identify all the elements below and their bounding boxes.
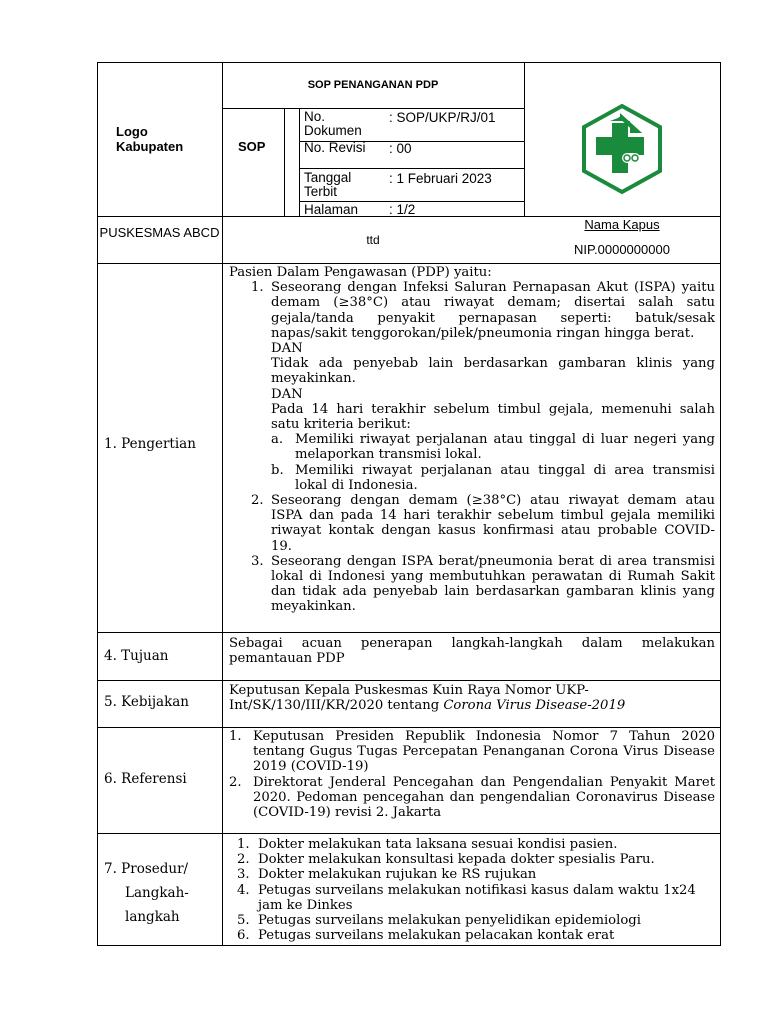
kebijakan-text-italic: Corona Virus Disease-2019 (443, 698, 626, 714)
referensi-item-2-text: Direktorat Jenderal Pencegahan dan Pengendalian Penyakit Maret 2020. Pedoman pencegahan dan pengendalian Coronavirus Disease (COVID-19) revisi 2. Jakarta (253, 774, 715, 821)
pengertian-sub-a-num: a. (271, 432, 284, 448)
prosedur-item-1 (229, 837, 715, 852)
prosedur-label-2: Langkah- (125, 885, 189, 901)
prosedur-item-2-num: 2. (237, 852, 250, 868)
prosedur-label-1: 7. Prosedur/ (104, 861, 189, 877)
pengertian-sub-a-text: Memiliki riwayat perjalanan atau tinggal di luar negeri yang melaporkan transmisi lokal. (295, 432, 715, 463)
pengertian-sub-b-num: b. (271, 462, 284, 478)
prosedur-item-5-text: Petugas surveilans melakukan penyelidikan epidemiologi (258, 913, 641, 929)
prosedur-item-1-num: 1. (237, 837, 250, 852)
logo-kabupaten-text: Logo Kabupaten (116, 124, 184, 154)
prosedur-list (229, 837, 715, 943)
section-label-tujuan: 4. Tujuan (104, 648, 169, 664)
pengertian-item-2-text: Seseorang dengan demam (≥38°C) atau riwayat demam atau ISPA dan pada 14 hari terakhir sebelum timbul gejala memiliki riwayat kontak dengan kasus konfirmasi atau probable COVID-19. (271, 493, 715, 554)
pengertian-sub-a (271, 432, 715, 462)
prosedur-item-6-text: Petugas surveilans melakukan pelacakan kontak erat (258, 928, 615, 944)
pengertian-para-2: Pada 14 hari terakhir sebelum timbul gejala, memenuhi salah satu kriteria berikut: (271, 401, 715, 433)
col-divider-logo (524, 62, 525, 216)
section-line-4 (97, 833, 721, 834)
prosedur-item-4 (229, 883, 715, 913)
meta-label-halaman: Halaman (304, 202, 359, 217)
prosedur-label-3: langkah (125, 909, 180, 925)
prosedur-item-5 (229, 913, 715, 928)
referensi-list (229, 729, 715, 820)
section-label-kebijakan: 5. Kebijakan (104, 694, 190, 710)
pengertian-sub-b (271, 463, 715, 493)
kapus-name: Nama Kapus (584, 217, 660, 232)
referensi-item-1 (229, 729, 715, 775)
meta-value-halaman: : 1/2 (389, 202, 416, 217)
col-divider-sop (284, 108, 285, 216)
sop-label: SOP (238, 139, 266, 154)
meta-label-no-dokumen: No. Dokumen (304, 109, 362, 138)
prosedur-item-5-num: 5. (237, 913, 250, 929)
pengertian-item-2-num: 2. (251, 493, 264, 509)
referensi-item-1-text: Keputusan Presiden Republik Indonesia Nomor 7 Tahun 2020 tentang Gugus Tugas Percepatan Penanganan Corona Virus Disease 2019 (COVID-19) (253, 729, 715, 775)
pengertian-item-1 (229, 280, 715, 493)
tujuan-text: Sebagai acuan penerapan langkah-langkah dalam melakukan pemantauan PDP (229, 636, 715, 667)
section-line-1 (97, 632, 721, 633)
section-label-prosedur (104, 857, 189, 929)
prosedur-item-4-num: 4. (237, 882, 250, 898)
border-top (97, 62, 721, 63)
pengertian-item-1-text: Seseorang dengan Infeksi Saluran Pernapasan Akut (ISPA) yaitu demam (≥38°C) atau riwayat demam; disertai salah satu gejala/tanda penyakit pernapasan seperti: batuk/sesak napas/sakit tenggorokan/pilek/pneumonia ringan hingga berat. (271, 280, 715, 341)
title-bottom-line (222, 108, 524, 109)
col-divider-label (222, 62, 223, 946)
referensi-item-2-num: 2. (229, 774, 242, 790)
meta-label-no-revisi: No. Revisi (304, 140, 366, 155)
kebijakan-text (229, 683, 715, 713)
pengertian-dan-1: DAN (271, 341, 303, 357)
prosedur-item-3-num: 3. (237, 867, 250, 883)
meta-left-line (299, 108, 300, 216)
prosedur-item-6-num: 6. (237, 928, 250, 944)
border-right (720, 62, 721, 946)
prosedur-item-1-text: Dokter melakukan tata laksana sesuai kondisi pasien. (258, 837, 618, 852)
referensi-item-1-num: 1. (229, 729, 242, 744)
border-bottom (97, 945, 721, 946)
puskesmas-logo-icon (580, 103, 664, 195)
meta-value-tanggal-terbit: : 1 Februari 2023 (389, 171, 492, 186)
prosedur-item-3-text: Dokter melakukan rujukan ke RS rujukan (258, 867, 537, 883)
section-label-pengertian: 1. Pengertian (104, 436, 196, 452)
pengertian-content (229, 265, 715, 615)
pengertian-item-3 (229, 554, 715, 615)
meta-value-no-dokumen: : SOP/UKP/RJ/01 (389, 110, 496, 125)
pengertian-item-3-num: 3. (251, 553, 264, 569)
section-line-3 (97, 727, 721, 728)
kapus-nip: NIP.0000000000 (574, 242, 670, 257)
pengertian-intro: Pasien Dalam Pengawasan (PDP) yaitu: (229, 265, 492, 280)
pengertian-para-1: Tidak ada penyebab lain berdasarkan gambaran klinis yang meyakinkan. (271, 356, 715, 387)
signature-ttd: ttd (366, 233, 380, 247)
prosedur-item-6 (229, 928, 715, 943)
puskesmas-name: PUSKESMAS ABCD (99, 225, 220, 240)
meta-line-2 (299, 168, 524, 169)
meta-value-no-revisi: : 00 (389, 141, 412, 156)
pengertian-sub-b-text: Memiliki riwayat perjalanan atau tinggal di area transmisi lokal di Indonesia. (295, 462, 715, 493)
prosedur-item-3 (229, 867, 715, 882)
document-title: SOP PENANGANAN PDP (307, 79, 439, 91)
meta-label-tanggal-terbit: Tanggal Terbit (304, 170, 352, 199)
pengertian-item-1-num: 1. (251, 280, 264, 296)
referensi-item-2 (229, 775, 715, 821)
signature-bottom-line (97, 263, 721, 264)
pengertian-item-3-text: Seseorang dengan ISPA berat/pneumonia berat di area transmisi lokal di Indonesi yang membutuhkan perawatan di Rumah Sakit dan tidak ada penyebab lain berdasarkan gambaran klinis yang meyakinkan. (271, 553, 715, 615)
pengertian-dan-2: DAN (271, 386, 303, 402)
kebijakan-text-plain: Keputusan Kepala Puskesmas Kuin Raya Nomor UKP-Int/SK/130/III/KR/2020 tentang (229, 683, 589, 714)
prosedur-item-2 (229, 852, 715, 867)
section-label-referensi: 6. Referensi (104, 771, 187, 787)
prosedur-item-2-text: Dokter melakukan konsultasi kepada dokter spesialis Paru. (258, 852, 655, 868)
section-line-2 (97, 680, 721, 681)
border-left (97, 62, 98, 946)
pengertian-item-2 (229, 493, 715, 554)
prosedur-item-4-text: Petugas surveilans melakukan notifikasi kasus dalam waktu 1x24 jam ke Dinkes (258, 882, 696, 913)
